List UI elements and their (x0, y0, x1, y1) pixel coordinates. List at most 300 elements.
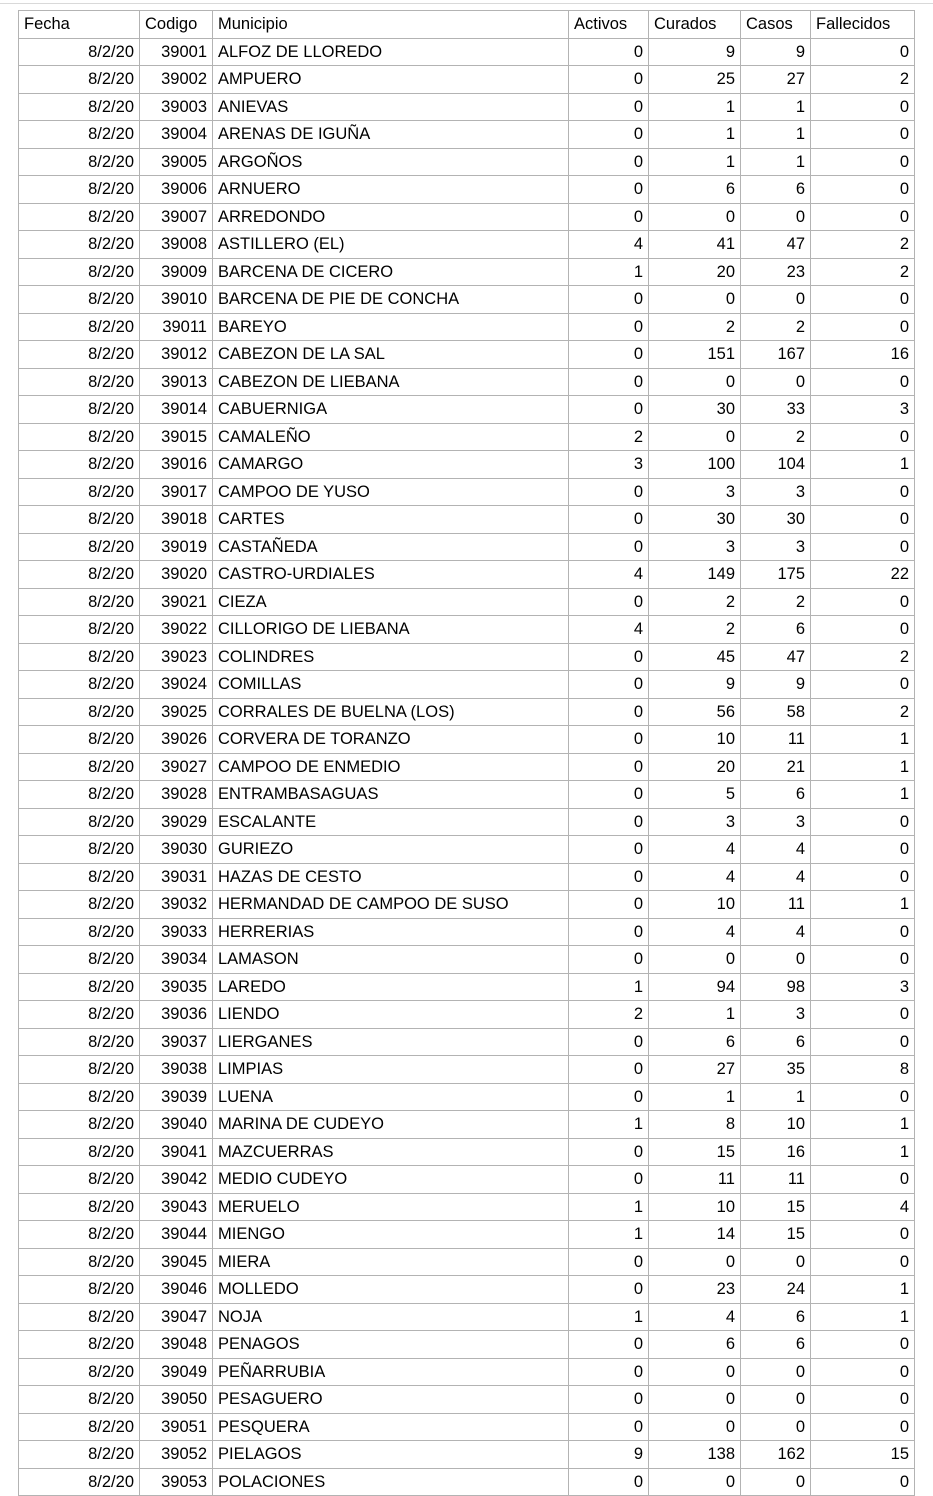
cell-curados[interactable]: 6 (649, 1028, 741, 1056)
cell-activos[interactable]: 0 (569, 1248, 649, 1276)
cell-fallecidos[interactable]: 0 (811, 148, 915, 176)
cell-casos[interactable]: 2 (741, 423, 811, 451)
cell-casos[interactable]: 21 (741, 753, 811, 781)
cell-fallecidos[interactable]: 0 (811, 1358, 915, 1386)
cell-codigo[interactable]: 39008 (140, 231, 213, 259)
cell-curados[interactable]: 3 (649, 533, 741, 561)
cell-casos[interactable]: 0 (741, 203, 811, 231)
cell-fecha[interactable]: 8/2/20 (19, 1111, 140, 1139)
cell-fecha[interactable]: 8/2/20 (19, 1303, 140, 1331)
cell-curados[interactable]: 1 (649, 148, 741, 176)
cell-activos[interactable]: 0 (569, 396, 649, 424)
table-row[interactable] (19, 423, 915, 451)
cell-curados[interactable]: 1 (649, 1083, 741, 1111)
cell-codigo[interactable]: 39019 (140, 533, 213, 561)
cell-codigo[interactable]: 39017 (140, 478, 213, 506)
cell-fallecidos[interactable]: 1 (811, 753, 915, 781)
cell-curados[interactable]: 151 (649, 341, 741, 369)
cell-fecha[interactable]: 8/2/20 (19, 423, 140, 451)
cell-casos[interactable]: 2 (741, 313, 811, 341)
cell-fallecidos[interactable]: 0 (811, 918, 915, 946)
cell-fecha[interactable]: 8/2/20 (19, 918, 140, 946)
cell-codigo[interactable]: 39003 (140, 93, 213, 121)
cell-fallecidos[interactable]: 1 (811, 726, 915, 754)
cell-fecha[interactable]: 8/2/20 (19, 643, 140, 671)
cell-codigo[interactable]: 39053 (140, 1468, 213, 1496)
column-header-fecha[interactable]: Fecha (19, 11, 140, 39)
cell-fallecidos[interactable]: 0 (811, 286, 915, 314)
cell-municipio[interactable]: MARINA DE CUDEYO (213, 1111, 569, 1139)
cell-fallecidos[interactable]: 0 (811, 946, 915, 974)
cell-curados[interactable]: 25 (649, 66, 741, 94)
cell-casos[interactable]: 4 (741, 863, 811, 891)
cell-codigo[interactable]: 39028 (140, 781, 213, 809)
table-row[interactable] (19, 1441, 915, 1469)
cell-municipio[interactable]: ALFOZ DE LLOREDO (213, 38, 569, 66)
cell-casos[interactable]: 6 (741, 176, 811, 204)
cell-curados[interactable]: 20 (649, 258, 741, 286)
cell-activos[interactable]: 0 (569, 1413, 649, 1441)
cell-fecha[interactable]: 8/2/20 (19, 1276, 140, 1304)
cell-activos[interactable]: 4 (569, 561, 649, 589)
cell-municipio[interactable]: CORVERA DE TORANZO (213, 726, 569, 754)
cell-fecha[interactable]: 8/2/20 (19, 1413, 140, 1441)
column-header-curados[interactable]: Curados (649, 11, 741, 39)
cell-codigo[interactable]: 39043 (140, 1193, 213, 1221)
cell-municipio[interactable]: PESAGUERO (213, 1386, 569, 1414)
cell-fecha[interactable]: 8/2/20 (19, 1386, 140, 1414)
cell-fecha[interactable]: 8/2/20 (19, 891, 140, 919)
table-row[interactable] (19, 313, 915, 341)
cell-activos[interactable]: 0 (569, 918, 649, 946)
cell-codigo[interactable]: 39037 (140, 1028, 213, 1056)
cell-fallecidos[interactable]: 0 (811, 1083, 915, 1111)
table-row[interactable] (19, 1083, 915, 1111)
cell-activos[interactable]: 0 (569, 1166, 649, 1194)
cell-activos[interactable]: 3 (569, 451, 649, 479)
cell-curados[interactable]: 0 (649, 423, 741, 451)
table-row[interactable] (19, 66, 915, 94)
cell-codigo[interactable]: 39029 (140, 808, 213, 836)
cell-codigo[interactable]: 39039 (140, 1083, 213, 1111)
cell-codigo[interactable]: 39012 (140, 341, 213, 369)
cell-fallecidos[interactable]: 0 (811, 1386, 915, 1414)
cell-codigo[interactable]: 39024 (140, 671, 213, 699)
table-row[interactable] (19, 1468, 915, 1496)
cell-fallecidos[interactable]: 2 (811, 231, 915, 259)
cell-fallecidos[interactable]: 0 (811, 176, 915, 204)
cell-casos[interactable]: 0 (741, 1468, 811, 1496)
cell-fecha[interactable]: 8/2/20 (19, 836, 140, 864)
cell-fallecidos[interactable]: 0 (811, 478, 915, 506)
cell-activos[interactable]: 1 (569, 258, 649, 286)
cell-curados[interactable]: 100 (649, 451, 741, 479)
cell-fecha[interactable]: 8/2/20 (19, 121, 140, 149)
cell-fallecidos[interactable]: 0 (811, 1248, 915, 1276)
cell-municipio[interactable]: CASTRO-URDIALES (213, 561, 569, 589)
cell-casos[interactable]: 1 (741, 121, 811, 149)
cell-fallecidos[interactable]: 0 (811, 533, 915, 561)
cell-casos[interactable]: 23 (741, 258, 811, 286)
table-row[interactable] (19, 863, 915, 891)
cell-casos[interactable]: 6 (741, 1303, 811, 1331)
cell-fecha[interactable]: 8/2/20 (19, 341, 140, 369)
cell-curados[interactable]: 0 (649, 1386, 741, 1414)
cell-fallecidos[interactable]: 0 (811, 1001, 915, 1029)
cell-municipio[interactable]: BARCENA DE CICERO (213, 258, 569, 286)
cell-activos[interactable]: 1 (569, 1111, 649, 1139)
cell-fecha[interactable]: 8/2/20 (19, 1468, 140, 1496)
table-row[interactable] (19, 1248, 915, 1276)
table-row[interactable] (19, 1028, 915, 1056)
cell-codigo[interactable]: 39032 (140, 891, 213, 919)
cell-municipio[interactable]: PESQUERA (213, 1413, 569, 1441)
cell-activos[interactable]: 1 (569, 1303, 649, 1331)
cell-fecha[interactable]: 8/2/20 (19, 1248, 140, 1276)
cell-codigo[interactable]: 39045 (140, 1248, 213, 1276)
cell-codigo[interactable]: 39021 (140, 588, 213, 616)
cell-fecha[interactable]: 8/2/20 (19, 1166, 140, 1194)
cell-activos[interactable]: 1 (569, 1193, 649, 1221)
column-header-codigo[interactable]: Codigo (140, 11, 213, 39)
cell-activos[interactable]: 2 (569, 423, 649, 451)
cell-municipio[interactable]: CAMARGO (213, 451, 569, 479)
cell-curados[interactable]: 20 (649, 753, 741, 781)
cell-activos[interactable]: 0 (569, 588, 649, 616)
cell-casos[interactable]: 3 (741, 1001, 811, 1029)
cell-codigo[interactable]: 39025 (140, 698, 213, 726)
cell-activos[interactable]: 0 (569, 1056, 649, 1084)
table-row[interactable] (19, 1358, 915, 1386)
cell-municipio[interactable]: PEÑARRUBIA (213, 1358, 569, 1386)
cell-fallecidos[interactable]: 0 (811, 808, 915, 836)
cell-municipio[interactable]: CIEZA (213, 588, 569, 616)
cell-activos[interactable]: 0 (569, 533, 649, 561)
cell-fecha[interactable]: 8/2/20 (19, 38, 140, 66)
cell-activos[interactable]: 0 (569, 478, 649, 506)
cell-fallecidos[interactable]: 1 (811, 891, 915, 919)
cell-fallecidos[interactable]: 2 (811, 66, 915, 94)
cell-fallecidos[interactable]: 2 (811, 698, 915, 726)
table-row[interactable] (19, 286, 915, 314)
cell-casos[interactable]: 2 (741, 588, 811, 616)
table-row[interactable] (19, 1111, 915, 1139)
cell-curados[interactable]: 5 (649, 781, 741, 809)
cell-fallecidos[interactable]: 2 (811, 643, 915, 671)
cell-activos[interactable]: 0 (569, 808, 649, 836)
cell-municipio[interactable]: ARENAS DE IGUÑA (213, 121, 569, 149)
cell-fecha[interactable]: 8/2/20 (19, 478, 140, 506)
cell-activos[interactable]: 0 (569, 726, 649, 754)
cell-codigo[interactable]: 39026 (140, 726, 213, 754)
cell-fallecidos[interactable]: 8 (811, 1056, 915, 1084)
table-row[interactable] (19, 1413, 915, 1441)
cell-casos[interactable]: 15 (741, 1193, 811, 1221)
cell-codigo[interactable]: 39041 (140, 1138, 213, 1166)
table-row[interactable] (19, 1331, 915, 1359)
cell-fecha[interactable]: 8/2/20 (19, 1441, 140, 1469)
cell-fallecidos[interactable]: 0 (811, 1413, 915, 1441)
cell-codigo[interactable]: 39010 (140, 286, 213, 314)
cell-municipio[interactable]: COLINDRES (213, 643, 569, 671)
cell-codigo[interactable]: 39040 (140, 1111, 213, 1139)
cell-casos[interactable]: 1 (741, 93, 811, 121)
table-row[interactable] (19, 973, 915, 1001)
cell-curados[interactable]: 2 (649, 616, 741, 644)
table-row[interactable] (19, 753, 915, 781)
cell-curados[interactable]: 3 (649, 808, 741, 836)
cell-codigo[interactable]: 39042 (140, 1166, 213, 1194)
table-row[interactable] (19, 176, 915, 204)
cell-codigo[interactable]: 39046 (140, 1276, 213, 1304)
table-row[interactable] (19, 121, 915, 149)
cell-fecha[interactable]: 8/2/20 (19, 973, 140, 1001)
cell-codigo[interactable]: 39036 (140, 1001, 213, 1029)
cell-municipio[interactable]: LIERGANES (213, 1028, 569, 1056)
cell-municipio[interactable]: MAZCUERRAS (213, 1138, 569, 1166)
cell-fallecidos[interactable]: 0 (811, 616, 915, 644)
cell-municipio[interactable]: LAREDO (213, 973, 569, 1001)
cell-fecha[interactable]: 8/2/20 (19, 1056, 140, 1084)
cell-casos[interactable]: 24 (741, 1276, 811, 1304)
table-row[interactable] (19, 643, 915, 671)
cell-curados[interactable]: 56 (649, 698, 741, 726)
table-row[interactable] (19, 1276, 915, 1304)
cell-municipio[interactable]: CABUERNIGA (213, 396, 569, 424)
cell-casos[interactable]: 58 (741, 698, 811, 726)
cell-codigo[interactable]: 39011 (140, 313, 213, 341)
cell-municipio[interactable]: COMILLAS (213, 671, 569, 699)
table-row[interactable] (19, 533, 915, 561)
cell-codigo[interactable]: 39001 (140, 38, 213, 66)
column-header-casos[interactable]: Casos (741, 11, 811, 39)
cell-codigo[interactable]: 39049 (140, 1358, 213, 1386)
cell-curados[interactable]: 4 (649, 836, 741, 864)
cell-casos[interactable]: 6 (741, 781, 811, 809)
table-row[interactable] (19, 258, 915, 286)
cell-fallecidos[interactable]: 3 (811, 973, 915, 1001)
cell-casos[interactable]: 4 (741, 918, 811, 946)
cell-curados[interactable]: 4 (649, 1303, 741, 1331)
cell-fecha[interactable]: 8/2/20 (19, 698, 140, 726)
cell-curados[interactable]: 0 (649, 1413, 741, 1441)
table-row[interactable] (19, 368, 915, 396)
cell-codigo[interactable]: 39013 (140, 368, 213, 396)
cell-activos[interactable]: 2 (569, 1001, 649, 1029)
cell-municipio[interactable]: ARNUERO (213, 176, 569, 204)
table-row[interactable] (19, 478, 915, 506)
table-row[interactable] (19, 396, 915, 424)
cell-casos[interactable]: 11 (741, 726, 811, 754)
cell-curados[interactable]: 14 (649, 1221, 741, 1249)
cell-codigo[interactable]: 39005 (140, 148, 213, 176)
cell-codigo[interactable]: 39047 (140, 1303, 213, 1331)
cell-casos[interactable]: 0 (741, 1386, 811, 1414)
cell-municipio[interactable]: NOJA (213, 1303, 569, 1331)
table-row[interactable] (19, 38, 915, 66)
column-header-municipio[interactable]: Municipio (213, 11, 569, 39)
table-row[interactable] (19, 203, 915, 231)
cell-curados[interactable]: 10 (649, 891, 741, 919)
cell-curados[interactable]: 0 (649, 1248, 741, 1276)
cell-activos[interactable]: 0 (569, 176, 649, 204)
table-row[interactable] (19, 1001, 915, 1029)
cell-fallecidos[interactable]: 1 (811, 1276, 915, 1304)
cell-casos[interactable]: 47 (741, 231, 811, 259)
cell-curados[interactable]: 30 (649, 506, 741, 534)
cell-activos[interactable]: 0 (569, 1138, 649, 1166)
cell-fecha[interactable]: 8/2/20 (19, 1138, 140, 1166)
cell-curados[interactable]: 1 (649, 1001, 741, 1029)
cell-activos[interactable]: 0 (569, 66, 649, 94)
cell-activos[interactable]: 0 (569, 698, 649, 726)
cell-activos[interactable]: 0 (569, 1083, 649, 1111)
cell-municipio[interactable]: HERMANDAD DE CAMPOO DE SUSO (213, 891, 569, 919)
cell-codigo[interactable]: 39023 (140, 643, 213, 671)
cell-fallecidos[interactable]: 1 (811, 781, 915, 809)
cell-activos[interactable]: 0 (569, 148, 649, 176)
cell-fallecidos[interactable]: 2 (811, 258, 915, 286)
cell-curados[interactable]: 2 (649, 313, 741, 341)
cell-activos[interactable]: 0 (569, 38, 649, 66)
cell-casos[interactable]: 6 (741, 616, 811, 644)
cell-fecha[interactable]: 8/2/20 (19, 313, 140, 341)
cell-curados[interactable]: 138 (649, 1441, 741, 1469)
cell-municipio[interactable]: ENTRAMBASAGUAS (213, 781, 569, 809)
table-row[interactable] (19, 918, 915, 946)
cell-casos[interactable]: 10 (741, 1111, 811, 1139)
cell-casos[interactable]: 11 (741, 1166, 811, 1194)
table-row[interactable] (19, 231, 915, 259)
cell-casos[interactable]: 0 (741, 1248, 811, 1276)
cell-activos[interactable]: 4 (569, 231, 649, 259)
cell-fallecidos[interactable]: 0 (811, 203, 915, 231)
cell-curados[interactable]: 94 (649, 973, 741, 1001)
cell-activos[interactable]: 0 (569, 341, 649, 369)
cell-fecha[interactable]: 8/2/20 (19, 1193, 140, 1221)
cell-fallecidos[interactable]: 0 (811, 863, 915, 891)
cell-casos[interactable]: 16 (741, 1138, 811, 1166)
table-row[interactable] (19, 93, 915, 121)
cell-activos[interactable]: 0 (569, 203, 649, 231)
cell-curados[interactable]: 4 (649, 863, 741, 891)
cell-fallecidos[interactable]: 0 (811, 836, 915, 864)
cell-curados[interactable]: 10 (649, 1193, 741, 1221)
cell-fallecidos[interactable]: 0 (811, 93, 915, 121)
cell-casos[interactable]: 1 (741, 1083, 811, 1111)
cell-municipio[interactable]: CASTAÑEDA (213, 533, 569, 561)
cell-municipio[interactable]: CARTES (213, 506, 569, 534)
cell-fallecidos[interactable]: 1 (811, 1303, 915, 1331)
cell-codigo[interactable]: 39035 (140, 973, 213, 1001)
cell-municipio[interactable]: ANIEVAS (213, 93, 569, 121)
cell-fecha[interactable]: 8/2/20 (19, 66, 140, 94)
table-row[interactable] (19, 561, 915, 589)
cell-casos[interactable]: 3 (741, 533, 811, 561)
cell-fallecidos[interactable]: 0 (811, 1221, 915, 1249)
cell-casos[interactable]: 4 (741, 836, 811, 864)
cell-activos[interactable]: 0 (569, 121, 649, 149)
cell-municipio[interactable]: MIENGO (213, 1221, 569, 1249)
cell-municipio[interactable]: BAREYO (213, 313, 569, 341)
cell-activos[interactable]: 0 (569, 781, 649, 809)
cell-codigo[interactable]: 39030 (140, 836, 213, 864)
cell-municipio[interactable]: MIERA (213, 1248, 569, 1276)
cell-curados[interactable]: 0 (649, 1358, 741, 1386)
cell-codigo[interactable]: 39052 (140, 1441, 213, 1469)
cell-fallecidos[interactable]: 22 (811, 561, 915, 589)
cell-casos[interactable]: 0 (741, 286, 811, 314)
cell-activos[interactable]: 0 (569, 946, 649, 974)
cell-curados[interactable]: 23 (649, 1276, 741, 1304)
cell-activos[interactable]: 0 (569, 863, 649, 891)
cell-fallecidos[interactable]: 0 (811, 1166, 915, 1194)
cell-curados[interactable]: 0 (649, 1468, 741, 1496)
cell-casos[interactable]: 6 (741, 1331, 811, 1359)
cell-curados[interactable]: 15 (649, 1138, 741, 1166)
cell-fallecidos[interactable]: 1 (811, 1111, 915, 1139)
cell-codigo[interactable]: 39022 (140, 616, 213, 644)
cell-fecha[interactable]: 8/2/20 (19, 203, 140, 231)
cell-fecha[interactable]: 8/2/20 (19, 368, 140, 396)
cell-activos[interactable]: 0 (569, 1331, 649, 1359)
cell-curados[interactable]: 30 (649, 396, 741, 424)
cell-fecha[interactable]: 8/2/20 (19, 863, 140, 891)
cell-casos[interactable]: 9 (741, 671, 811, 699)
cell-casos[interactable]: 104 (741, 451, 811, 479)
table-row[interactable] (19, 148, 915, 176)
cell-fallecidos[interactable]: 0 (811, 671, 915, 699)
cell-casos[interactable]: 0 (741, 946, 811, 974)
cell-codigo[interactable]: 39015 (140, 423, 213, 451)
cell-municipio[interactable]: LIMPIAS (213, 1056, 569, 1084)
table-row[interactable] (19, 891, 915, 919)
cell-fallecidos[interactable]: 3 (811, 396, 915, 424)
table-row[interactable] (19, 588, 915, 616)
cell-curados[interactable]: 0 (649, 203, 741, 231)
cell-activos[interactable]: 1 (569, 973, 649, 1001)
cell-fallecidos[interactable]: 0 (811, 506, 915, 534)
cell-activos[interactable]: 0 (569, 1468, 649, 1496)
cell-fecha[interactable]: 8/2/20 (19, 753, 140, 781)
cell-activos[interactable]: 9 (569, 1441, 649, 1469)
table-row[interactable] (19, 616, 915, 644)
cell-fecha[interactable]: 8/2/20 (19, 1331, 140, 1359)
cell-fecha[interactable]: 8/2/20 (19, 396, 140, 424)
table-row[interactable] (19, 726, 915, 754)
cell-fecha[interactable]: 8/2/20 (19, 231, 140, 259)
cell-municipio[interactable]: LAMASON (213, 946, 569, 974)
cell-municipio[interactable]: ARREDONDO (213, 203, 569, 231)
cell-fecha[interactable]: 8/2/20 (19, 588, 140, 616)
cell-codigo[interactable]: 39038 (140, 1056, 213, 1084)
cell-activos[interactable]: 0 (569, 643, 649, 671)
cell-curados[interactable]: 41 (649, 231, 741, 259)
cell-municipio[interactable]: PIELAGOS (213, 1441, 569, 1469)
cell-curados[interactable]: 9 (649, 671, 741, 699)
cell-codigo[interactable]: 39034 (140, 946, 213, 974)
cell-codigo[interactable]: 39027 (140, 753, 213, 781)
cell-fecha[interactable]: 8/2/20 (19, 1028, 140, 1056)
cell-fecha[interactable]: 8/2/20 (19, 616, 140, 644)
cell-fecha[interactable]: 8/2/20 (19, 671, 140, 699)
cell-fallecidos[interactable]: 0 (811, 1028, 915, 1056)
cell-codigo[interactable]: 39016 (140, 451, 213, 479)
cell-activos[interactable]: 0 (569, 286, 649, 314)
cell-casos[interactable]: 0 (741, 368, 811, 396)
cell-codigo[interactable]: 39033 (140, 918, 213, 946)
cell-fecha[interactable]: 8/2/20 (19, 93, 140, 121)
